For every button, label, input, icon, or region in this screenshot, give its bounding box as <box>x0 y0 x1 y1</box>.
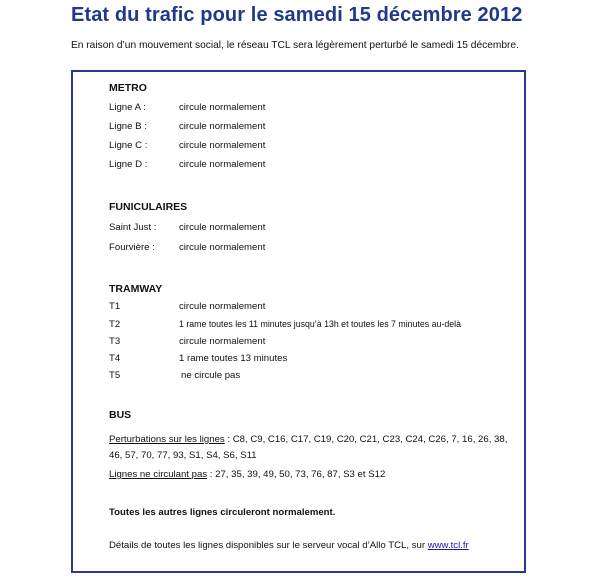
non-circulant-lines: 27, 35, 39, 49, 50, 73, 76, 87, S3 et S12 <box>215 469 386 480</box>
line-label: Ligne B : <box>109 121 147 132</box>
line-label: Ligne D : <box>109 159 148 170</box>
bus-details <box>109 538 519 554</box>
details-text: Détails de toutes les lignes disponibles sur le serveur vocal d’Allo TCL, sur <box>109 540 428 551</box>
funiculaires-section-title: FUNICULAIRES <box>109 201 188 213</box>
line-status: circule normalement <box>179 301 266 312</box>
traffic-status-box <box>71 70 526 573</box>
line-label: Saint Just : <box>109 222 157 233</box>
non-circulant-label: Lignes ne circulant pas <box>109 469 208 480</box>
line-label: T3 <box>109 336 121 347</box>
page-title: Etat du trafic pour le samedi 15 décembre 2012 <box>71 4 523 26</box>
line-status: 1 rame toutes 13 minutes <box>179 353 288 364</box>
line-status: circule normalement <box>179 222 266 233</box>
perturbations-lines: C8, C9, C16, C17, C19, C20, C21, C23, C24, C26, 7, 16, 26, 38, 46, 57, 70, 77, 93, S1, S4, S6, S11 <box>109 434 508 461</box>
bus-autres-lignes: Toutes les autres lignes circuleront normalement. <box>109 507 336 518</box>
non-circulant-separator: : <box>207 469 216 480</box>
line-status: ne circule pas <box>181 370 241 381</box>
line-label: T4 <box>109 353 121 364</box>
line-status: circule normalement <box>179 102 266 113</box>
intro-text: En raison d’un mouvement social, le réseau TCL sera légèrement perturbé le samedi 15 décembre. <box>71 40 519 51</box>
bus-non-circulant <box>109 467 519 483</box>
line-label: T2 <box>109 319 121 330</box>
metro-section-title: METRO <box>109 82 147 94</box>
perturbations-label: Perturbations sur les lignes <box>109 434 225 445</box>
line-label: Fourvière : <box>109 242 155 253</box>
perturbations-separator: : <box>224 434 233 445</box>
line-status: circule normalement <box>179 336 266 347</box>
tramway-section-title: TRAMWAY <box>109 283 163 295</box>
line-status: circule normalement <box>179 242 266 253</box>
line-status: circule normalement <box>179 121 266 132</box>
bus-section-title: BUS <box>109 409 132 421</box>
line-label: Ligne C : <box>109 140 148 151</box>
line-status: 1 rame toutes les 11 minutes jusqu’à 13h et toutes les 7 minutes au-delà <box>179 319 461 329</box>
line-status: circule normalement <box>179 140 266 151</box>
line-status: circule normalement <box>179 159 266 170</box>
line-label: Ligne A : <box>109 102 146 113</box>
bus-perturbations <box>109 432 519 464</box>
line-label: T5 <box>109 370 121 381</box>
line-label: T1 <box>109 301 121 312</box>
tcl-website-link[interactable]: www.tcl.fr <box>427 540 469 551</box>
